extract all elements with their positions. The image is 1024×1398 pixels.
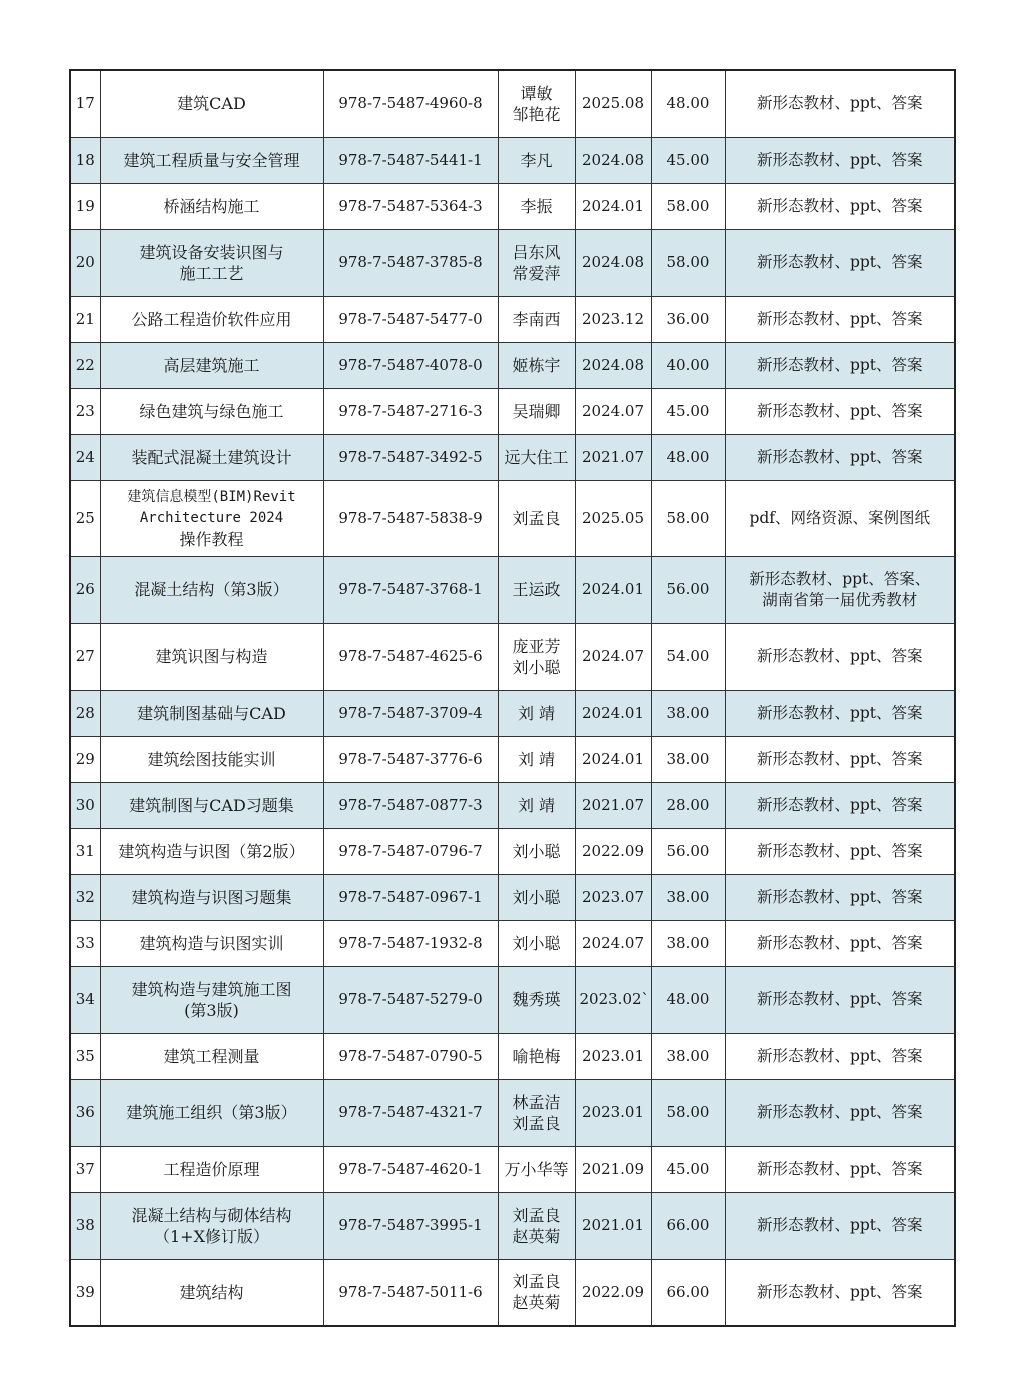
cell-resources-line: 新形态教材、ppt、答案、: [749, 569, 931, 588]
cell-title-line: (第3版): [184, 1000, 239, 1020]
cell-title-line: 装配式混凝土建筑设计: [131, 447, 292, 467]
cell-date: 2021.07: [575, 434, 651, 480]
cell-resources: [725, 434, 955, 480]
cell-resources: [725, 183, 955, 229]
cell-author-line: 魏秀瑛: [512, 990, 561, 1009]
cell-isbn: 978-7-5487-3776-6: [323, 736, 498, 782]
cell-isbn: 978-7-5487-4625-6: [323, 623, 498, 690]
cell-resources: [725, 296, 955, 342]
cell-title: [100, 1079, 323, 1146]
cell-title-line: 高层建筑施工: [163, 355, 260, 375]
cell-author-line: 刘 靖: [517, 749, 556, 769]
cell-author-line: 远大住工: [504, 447, 569, 467]
cell-author-line: 吴瑞卿: [512, 401, 561, 421]
table-row: [70, 1033, 955, 1079]
cell-resources-line: 新形态教材、ppt、答案: [756, 355, 923, 374]
cell-resources: [725, 874, 955, 920]
cell-title: [100, 623, 323, 690]
cell-author-line: 吕东风: [512, 242, 561, 262]
cell-date: 2022.09: [575, 828, 651, 874]
cell-author-line: 刘小聪: [512, 657, 561, 677]
cell-date: 2023.02`: [575, 966, 651, 1033]
cell-date: 2025.05: [575, 480, 651, 556]
cell-price: 38.00: [651, 1033, 725, 1079]
cell-title-line: 建筑制图基础与CAD: [137, 703, 286, 723]
cell-resources-line: 新形态教材、ppt、答案: [756, 647, 923, 665]
cell-title-line: 操作教程: [179, 529, 244, 549]
table-row: [70, 229, 955, 296]
cell-author-line: 李凡: [520, 150, 553, 170]
table-row: [70, 183, 955, 229]
cell-resources: [725, 782, 955, 828]
cell-date: 2021.09: [575, 1146, 651, 1192]
table-row: [70, 966, 955, 1033]
cell-number: 36: [70, 1079, 100, 1146]
cell-title: [100, 736, 323, 782]
cell-author-line: 李南西: [512, 309, 561, 329]
cell-author-line: 赵英菊: [512, 1293, 561, 1313]
cell-author-line: 庞亚芳: [512, 636, 561, 656]
cell-isbn: 978-7-5487-3492-5: [323, 434, 498, 480]
cell-title: [100, 388, 323, 434]
cell-author-line: 谭敏: [520, 83, 553, 103]
cell-title-line: 建筑识图与构造: [155, 647, 268, 666]
cell-title-line: 建筑CAD: [177, 94, 246, 114]
table-row: [70, 70, 955, 137]
cell-title-line: 建筑信息模型(BIM)Revit: [127, 488, 296, 505]
cell-date: 2024.01: [575, 736, 651, 782]
cell-resources-line: 新形态教材、ppt、答案: [756, 933, 923, 952]
cell-resources: [725, 1079, 955, 1146]
cell-isbn: 978-7-5487-3785-8: [323, 229, 498, 296]
cell-number: 32: [70, 874, 100, 920]
cell-isbn: 978-7-5487-5838-9: [323, 480, 498, 556]
cell-price: 38.00: [651, 736, 725, 782]
cell-price: 45.00: [651, 388, 725, 434]
cell-author: [498, 434, 575, 480]
cell-resources: [725, 137, 955, 183]
cell-title-line: 桥涵结构施工: [163, 196, 260, 216]
cell-isbn: 978-7-5487-5279-0: [323, 966, 498, 1033]
cell-title: [100, 296, 323, 342]
cell-title-line: （1+X修订版）: [154, 1226, 269, 1246]
cell-price: 48.00: [651, 434, 725, 480]
cell-date: 2025.08: [575, 70, 651, 137]
cell-title: [100, 342, 323, 388]
cell-author: [498, 342, 575, 388]
cell-author-line: 常爱萍: [512, 263, 561, 283]
cell-title-line: 建筑制图与CAD习题集: [129, 795, 294, 815]
cell-price: 48.00: [651, 966, 725, 1033]
cell-author: [498, 736, 575, 782]
table-row: [70, 920, 955, 966]
cell-price: 58.00: [651, 229, 725, 296]
cell-resources: [725, 556, 955, 623]
cell-date: 2023.01: [575, 1079, 651, 1146]
cell-author: [498, 966, 575, 1033]
cell-isbn: 978-7-5487-3768-1: [323, 556, 498, 623]
cell-title: [100, 556, 323, 623]
cell-date: 2024.07: [575, 388, 651, 434]
cell-isbn: 978-7-5487-2716-3: [323, 388, 498, 434]
cell-isbn: 978-7-5487-4078-0: [323, 342, 498, 388]
cell-author: [498, 623, 575, 690]
cell-title: [100, 966, 323, 1033]
cell-date: 2024.01: [575, 556, 651, 623]
cell-title-line: 建筑设备安装识图与: [139, 242, 284, 262]
cell-price: 56.00: [651, 556, 725, 623]
cell-resources: [725, 1146, 955, 1192]
cell-resources-line: 新形态教材、ppt、答案: [756, 795, 923, 814]
cell-isbn: 978-7-5487-0877-3: [323, 782, 498, 828]
cell-title: [100, 480, 323, 556]
cell-title-line: 建筑构造与识图实训: [139, 933, 284, 953]
cell-date: 2024.01: [575, 183, 651, 229]
cell-author: [498, 229, 575, 296]
cell-price: 45.00: [651, 137, 725, 183]
cell-date: 2021.01: [575, 1192, 651, 1259]
cell-author-line: 林孟洁: [512, 1092, 561, 1112]
cell-resources-line: 新形态教材、ppt、答案: [756, 990, 923, 1008]
cell-title: [100, 434, 323, 480]
table-row: [70, 342, 955, 388]
cell-title: [100, 920, 323, 966]
cell-title: [100, 1146, 323, 1192]
cell-price: 58.00: [651, 480, 725, 556]
cell-title-line: 公路工程造价软件应用: [131, 309, 292, 329]
cell-resources: [725, 736, 955, 782]
cell-title-line: 混凝土结构（第3版）: [134, 580, 289, 599]
cell-isbn: 978-7-5487-4321-7: [323, 1079, 498, 1146]
cell-resources-line: 湖南省第一届优秀教材: [762, 590, 918, 609]
table-row: [70, 736, 955, 782]
cell-author: [498, 183, 575, 229]
cell-resources: [725, 1192, 955, 1259]
cell-price: 38.00: [651, 874, 725, 920]
cell-author: [498, 828, 575, 874]
cell-isbn: 978-7-5487-5011-6: [323, 1259, 498, 1326]
cell-author: [498, 556, 575, 623]
cell-date: 2024.01: [575, 690, 651, 736]
cell-title-line: 建筑结构: [179, 1282, 244, 1302]
table-row: [70, 623, 955, 690]
cell-resources: [725, 70, 955, 137]
cell-number: 26: [70, 556, 100, 623]
cell-author-line: 刘孟良: [512, 1205, 561, 1225]
cell-resources: [725, 966, 955, 1033]
cell-title: [100, 1033, 323, 1079]
cell-author: [498, 1079, 575, 1146]
cell-price: 66.00: [651, 1192, 725, 1259]
cell-title-line: 施工工艺: [179, 263, 244, 283]
cell-author-line: 万小华等: [504, 1159, 569, 1179]
cell-isbn: 978-7-5487-1932-8: [323, 920, 498, 966]
cell-resources-line: 新形态教材、ppt、答案: [756, 150, 923, 169]
table-row: [70, 388, 955, 434]
cell-price: 54.00: [651, 623, 725, 690]
cell-number: 24: [70, 434, 100, 480]
cell-number: 31: [70, 828, 100, 874]
cell-number: 39: [70, 1259, 100, 1326]
cell-author: [498, 137, 575, 183]
cell-author-line: 刘 靖: [517, 703, 556, 723]
cell-author-line: 邹艳花: [512, 104, 561, 124]
cell-title-line: 建筑工程测量: [163, 1046, 260, 1066]
cell-isbn: 978-7-5487-0796-7: [323, 828, 498, 874]
cell-author-line: 刘小聪: [512, 887, 561, 907]
cell-number: 18: [70, 137, 100, 183]
cell-number: 29: [70, 736, 100, 782]
cell-resources-line: 新形态教材、ppt、答案: [756, 749, 923, 768]
cell-date: 2024.08: [575, 229, 651, 296]
cell-number: 30: [70, 782, 100, 828]
cell-price: 58.00: [651, 183, 725, 229]
table-row: [70, 296, 955, 342]
cell-date: 2021.07: [575, 782, 651, 828]
table-row: [70, 828, 955, 874]
cell-isbn: 978-7-5487-3995-1: [323, 1192, 498, 1259]
cell-resources: [725, 920, 955, 966]
table-row: [70, 690, 955, 736]
table-row: [70, 480, 955, 556]
cell-number: 34: [70, 966, 100, 1033]
cell-author: [498, 874, 575, 920]
cell-date: 2024.08: [575, 342, 651, 388]
cell-price: 38.00: [651, 920, 725, 966]
cell-title: [100, 690, 323, 736]
cell-price: 38.00: [651, 690, 725, 736]
cell-author: [498, 1033, 575, 1079]
cell-title: [100, 1192, 323, 1259]
cell-author-line: 姬栋宇: [512, 355, 561, 375]
cell-author-line: 刘小聪: [512, 841, 561, 861]
cell-resources-line: 新形态教材、ppt、答案: [756, 253, 923, 271]
cell-resources-line: 新形态教材、ppt、答案: [756, 1103, 923, 1121]
cell-title: [100, 828, 323, 874]
cell-title: [100, 229, 323, 296]
cell-title-line: Architecture 2024: [139, 509, 284, 526]
cell-number: 25: [70, 480, 100, 556]
cell-date: 2023.01: [575, 1033, 651, 1079]
table-row: [70, 137, 955, 183]
cell-resources-line: 新形态教材、ppt、答案: [756, 703, 923, 722]
cell-number: 20: [70, 229, 100, 296]
cell-author: [498, 296, 575, 342]
cell-price: 28.00: [651, 782, 725, 828]
cell-resources: [725, 342, 955, 388]
cell-number: 22: [70, 342, 100, 388]
cell-number: 28: [70, 690, 100, 736]
cell-number: 17: [70, 70, 100, 137]
cell-author-line: 刘孟良: [512, 1272, 561, 1292]
cell-title-line: 建筑构造与建筑施工图: [131, 979, 292, 999]
cell-isbn: 978-7-5487-4960-8: [323, 70, 498, 137]
cell-author-line: 刘小聪: [512, 933, 561, 953]
cell-author: [498, 1259, 575, 1326]
cell-resources-line: 新形态教材、ppt、答案: [756, 94, 923, 113]
cell-title-line: 建筑构造与识图（第2版）: [118, 841, 305, 861]
table-row: [70, 1192, 955, 1259]
cell-date: 2024.07: [575, 920, 651, 966]
cell-isbn: 978-7-5487-3709-4: [323, 690, 498, 736]
cell-author: [498, 920, 575, 966]
cell-number: 33: [70, 920, 100, 966]
cell-title: [100, 1259, 323, 1326]
cell-price: 48.00: [651, 70, 725, 137]
cell-isbn: 978-7-5487-0967-1: [323, 874, 498, 920]
cell-resources: [725, 1259, 955, 1326]
cell-resources: [725, 828, 955, 874]
cell-title: [100, 874, 323, 920]
cell-title-line: 建筑绘图技能实训: [147, 749, 276, 769]
cell-author-line: 刘孟良: [512, 1113, 561, 1133]
cell-date: 2022.09: [575, 1259, 651, 1326]
cell-author-line: 刘 靖: [517, 795, 556, 815]
cell-author: [498, 1146, 575, 1192]
cell-isbn: 978-7-5487-5364-3: [323, 183, 498, 229]
cell-resources-line: 新形态教材、ppt、答案: [756, 401, 923, 420]
cell-resources-line: pdf、网络资源、案例图纸: [749, 508, 931, 527]
cell-title-line: 工程造价原理: [163, 1159, 260, 1179]
table-row: [70, 1146, 955, 1192]
cell-number: 37: [70, 1146, 100, 1192]
cell-resources-line: 新形态教材、ppt、答案: [756, 196, 923, 215]
cell-title-line: 混凝土结构与砌体结构: [131, 1205, 292, 1225]
cell-resources-line: 新形态教材、ppt、答案: [756, 1216, 923, 1234]
cell-number: 23: [70, 388, 100, 434]
catalog-body: [70, 70, 955, 1326]
cell-author-line: 王运政: [512, 580, 561, 599]
cell-title-line: 绿色建筑与绿色施工: [139, 401, 284, 421]
cell-isbn: 978-7-5487-5477-0: [323, 296, 498, 342]
cell-title-line: 建筑施工组织（第3版）: [126, 1103, 297, 1122]
cell-date: 2024.08: [575, 137, 651, 183]
cell-price: 66.00: [651, 1259, 725, 1326]
cell-resources: [725, 388, 955, 434]
cell-resources-line: 新形态教材、ppt、答案: [756, 1046, 923, 1065]
cell-resources-line: 新形态教材、ppt、答案: [756, 887, 923, 906]
cell-resources-line: 新形态教材、ppt、答案: [756, 841, 923, 860]
table-row: [70, 782, 955, 828]
table-row: [70, 874, 955, 920]
cell-author: [498, 1192, 575, 1259]
cell-title: [100, 183, 323, 229]
cell-title-line: 建筑构造与识图习题集: [131, 887, 292, 907]
cell-author: [498, 690, 575, 736]
cell-author: [498, 70, 575, 137]
cell-author-line: 刘孟良: [512, 508, 561, 528]
table-row: [70, 556, 955, 623]
cell-resources: [725, 690, 955, 736]
cell-number: 19: [70, 183, 100, 229]
cell-author-line: 赵英菊: [512, 1226, 561, 1246]
cell-title: [100, 137, 323, 183]
cell-author: [498, 782, 575, 828]
cell-author-line: 李振: [520, 196, 553, 216]
cell-number: 35: [70, 1033, 100, 1079]
table-row: [70, 1259, 955, 1326]
cell-date: 2023.12: [575, 296, 651, 342]
cell-isbn: 978-7-5487-5441-1: [323, 137, 498, 183]
cell-resources: [725, 480, 955, 556]
cell-date: 2023.07: [575, 874, 651, 920]
cell-author: [498, 480, 575, 556]
cell-resources: [725, 229, 955, 296]
cell-number: 21: [70, 296, 100, 342]
cell-resources-line: 新形态教材、ppt、答案: [756, 1159, 923, 1178]
table-row: [70, 434, 955, 480]
cell-title: [100, 782, 323, 828]
cell-isbn: 978-7-5487-4620-1: [323, 1146, 498, 1192]
cell-price: 56.00: [651, 828, 725, 874]
cell-resources-line: 新形态教材、ppt、答案: [756, 1282, 923, 1301]
table-row: [70, 1079, 955, 1146]
cell-number: 27: [70, 623, 100, 690]
cell-author-line: 喻艳梅: [512, 1046, 561, 1066]
cell-resources: [725, 1033, 955, 1079]
book-catalog-table: [69, 69, 956, 1327]
cell-resources: [725, 623, 955, 690]
cell-price: 58.00: [651, 1079, 725, 1146]
cell-price: 45.00: [651, 1146, 725, 1192]
cell-author: [498, 388, 575, 434]
cell-resources-line: 新形态教材、ppt、答案: [756, 309, 923, 328]
cell-resources-line: 新形态教材、ppt、答案: [756, 447, 923, 466]
cell-price: 40.00: [651, 342, 725, 388]
cell-isbn: 978-7-5487-0790-5: [323, 1033, 498, 1079]
cell-number: 38: [70, 1192, 100, 1259]
cell-title-line: 建筑工程质量与安全管理: [123, 150, 300, 170]
cell-date: 2024.07: [575, 623, 651, 690]
cell-title: [100, 70, 323, 137]
cell-price: 36.00: [651, 296, 725, 342]
